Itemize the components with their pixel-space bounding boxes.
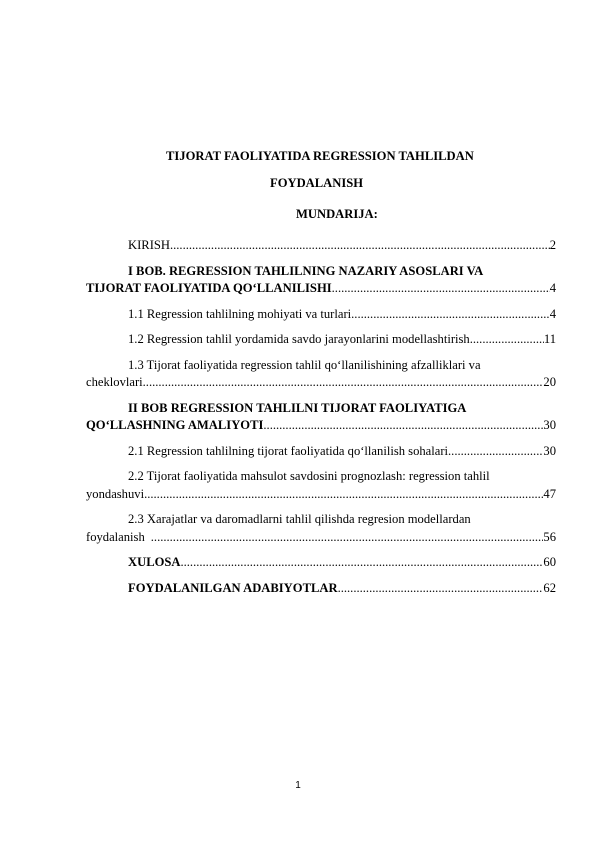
toc-entry-2-2[interactable] [86, 468, 556, 503]
toc-leader-dots [151, 529, 544, 547]
toc-entry-1-1[interactable] [86, 306, 556, 324]
toc-leader-dots [470, 331, 544, 349]
toc-entry-page: 60 [543, 555, 556, 569]
toc-entry-chapter-2[interactable] [86, 400, 556, 435]
toc-entry-1-2[interactable] [86, 331, 556, 349]
toc-entry-page: 2 [549, 238, 556, 252]
toc-leader-dots [448, 443, 543, 461]
toc-leader-dots [263, 417, 543, 435]
toc-entry-label-line-2: QO‘LLASHNING AMALIYOTI [86, 418, 264, 432]
toc-leader-dots [170, 237, 550, 255]
toc-entry-page: 11 [543, 332, 556, 346]
toc-entry-page: 30 [543, 443, 556, 458]
toc-entry-label-line-1: 2.2 Tijorat faoliyatida mahsulot savdosini prognozlash: regression tahlil [128, 469, 490, 483]
toc-entry-label: KIRISH [128, 238, 170, 252]
toc-entry-label-line-2: foydalanish [86, 529, 145, 544]
toc-entry-label: 1.1 Regression tahlilning mohiyati va turlari [128, 306, 352, 321]
toc-entry-page: 30 [543, 418, 556, 432]
toc-entry-label-line-1: I BOB. REGRESSION TAHLILNING NAZARIY ASOSLARI VA [128, 263, 484, 278]
toc-leader-dots [332, 280, 550, 298]
toc-entry-label: XULOSA [128, 555, 181, 569]
toc-entry-page: 56 [543, 529, 556, 544]
toc-leader-dots [144, 486, 543, 504]
toc-entry-label: 2.1 Regression tahlilning tijorat faoliyatida qo‘llanilish sohalari [128, 443, 449, 458]
table-of-contents [86, 237, 556, 605]
toc-entry-label: 1.2 Regression tahlil yordamida savdo jarayonlarini modellashtirish [128, 332, 470, 346]
toc-entry-label-line-2: yondashuvi [86, 486, 145, 501]
toc-entry-2-1[interactable] [86, 443, 556, 461]
toc-leader-dots [338, 580, 544, 598]
document-title-line-1: TIJORAT FAOLIYATIDA REGRESSION TAHLILDAN [166, 149, 474, 163]
page-number: 1 [295, 780, 301, 791]
toc-entry-1-3[interactable] [86, 357, 556, 392]
toc-entry-page: 4 [549, 306, 556, 321]
toc-entry-page: 4 [549, 281, 556, 295]
toc-heading: MUNDARIJA: [296, 207, 378, 221]
document-title-line-2: FOYDALANISH [270, 176, 364, 190]
toc-entry-label-line-1: 1.3 Tijorat faoliyatida regression tahlil qo‘llanilishining afzalliklari va [128, 357, 481, 372]
toc-entry-xulosa[interactable] [86, 554, 556, 572]
toc-entry-page: 20 [543, 375, 556, 389]
toc-entry-adabiyotlar[interactable] [86, 580, 556, 598]
toc-entry-page: 47 [543, 486, 556, 501]
toc-entry-label-line-2: TIJORAT FAOLIYATIDA QO‘LLANILISHI [86, 281, 332, 295]
toc-entry-2-3[interactable] [86, 511, 556, 546]
toc-entry-chapter-1[interactable] [86, 263, 556, 298]
toc-entry-page: 62 [543, 580, 556, 595]
toc-leader-dots [143, 374, 544, 392]
toc-entry-label-line-1: 2.3 Xarajatlar va daromadlarni tahlil qilishda regresion modellardan [128, 512, 471, 526]
toc-leader-dots [351, 306, 550, 324]
toc-entry-label: FOYDALANILGAN ADABIYOTLAR [128, 580, 338, 595]
toc-entry-label-line-2: cheklovlari [86, 375, 143, 389]
toc-leader-dots [180, 554, 543, 572]
toc-entry-label-line-1: II BOB REGRESSION TAHLILNI TIJORAT FAOLIYATIGA [128, 400, 467, 415]
toc-entry-kirish[interactable] [86, 237, 556, 255]
